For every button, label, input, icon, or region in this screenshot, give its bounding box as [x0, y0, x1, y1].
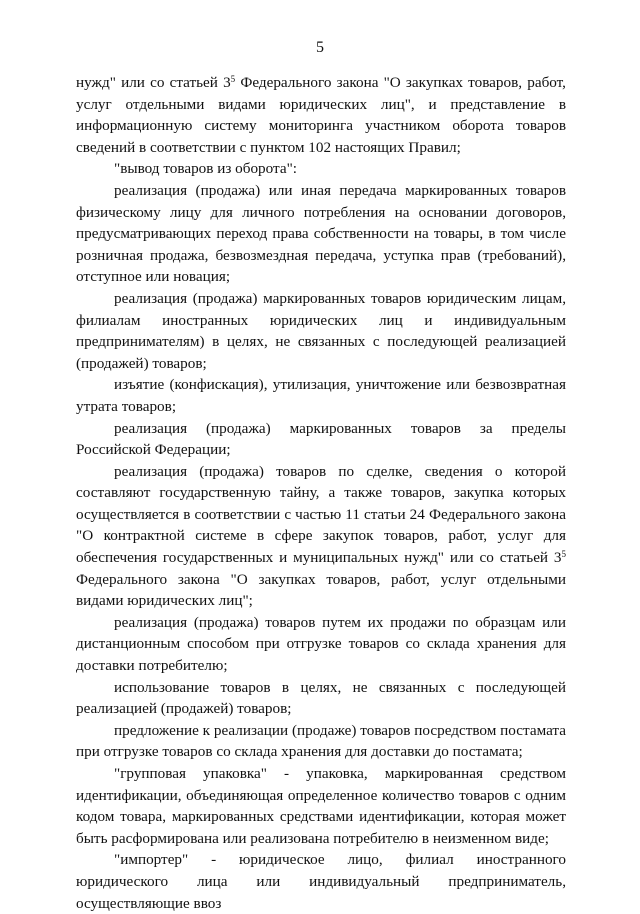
paragraph: изъятие (конфискация), утилизация, уничтожение или безвозвратная утрата товаров; [76, 376, 566, 415]
paragraph: "импортер" - юридическое лицо, филиал иностранного юридического лица или индивидуальный предприниматель, осуществляющие ввоз [76, 851, 566, 912]
paragraph: "вывод товаров из оборота": [114, 160, 298, 178]
page-number: 5 [316, 39, 324, 56]
document-body [76, 72, 566, 914]
paragraph: реализация (продажа) товаров путем их продажи по образцам или дистанционным способом при отгрузке товаров со склада хранения для доставки потребителю; [76, 613, 566, 675]
paragraph: реализация (продажа) или иная передача маркированных товаров физическому лицу для личного потребления на основании договоров, предусматривающих переход права собственности на товары, в том числе розничная продажа, безвозмездная передача, уступка прав (требований), отступное или новация; [76, 181, 566, 286]
paragraph: нужд" или со статьей $3^5$ Федерального закона "О закупках товаров, работ, услуг отдельными видами юридических лиц", и представление в информационную систему мониторинга участником оборота товаров сведений в соответствии с пунктом 102 настоящих Правил; [76, 74, 566, 156]
paragraph: использование товаров в целях, не связанных с последующей реализацией (продажей) товаров; [76, 678, 566, 718]
paragraph: "групповая упаковка" - упаковка, маркированная средством идентификации, объединяющая определенное количество товаров с одним кодом товара, маркированных средствами идентификации, которая может быть расформирована или реализована потребителю в неизменном виде; [76, 765, 566, 847]
paragraph: реализация (продажа) маркированных товаров юридическим лицам, филиалам иностранных юридических лиц и индивидуальным предпринимателям) в целях, не связанных с последующей реализацией (продажей) товаров; [76, 289, 566, 372]
paragraph: реализация (продажа) товаров по сделке, сведения о которой составляют государственную тайну, а также товаров, закупка которых осуществляется в соответствии с частью 11 статьи 24 Федерального закона "О контрактной системе в сфере закупок товаров, работ, услуг для обеспечения государственных и муниципальных нужд" или со статьей $3^5$ Федерального закона "О закупках товаров, работ, услуг отдельными видами юридических лиц"; [76, 462, 566, 610]
paragraph: реализация (продажа) маркированных товаров за пределы Российской Федерации; [76, 419, 566, 459]
paragraph: предложение к реализации (продаже) товаров посредством постамата при отгрузке товаров со склада хранения для доставки до постамата; [76, 721, 566, 761]
